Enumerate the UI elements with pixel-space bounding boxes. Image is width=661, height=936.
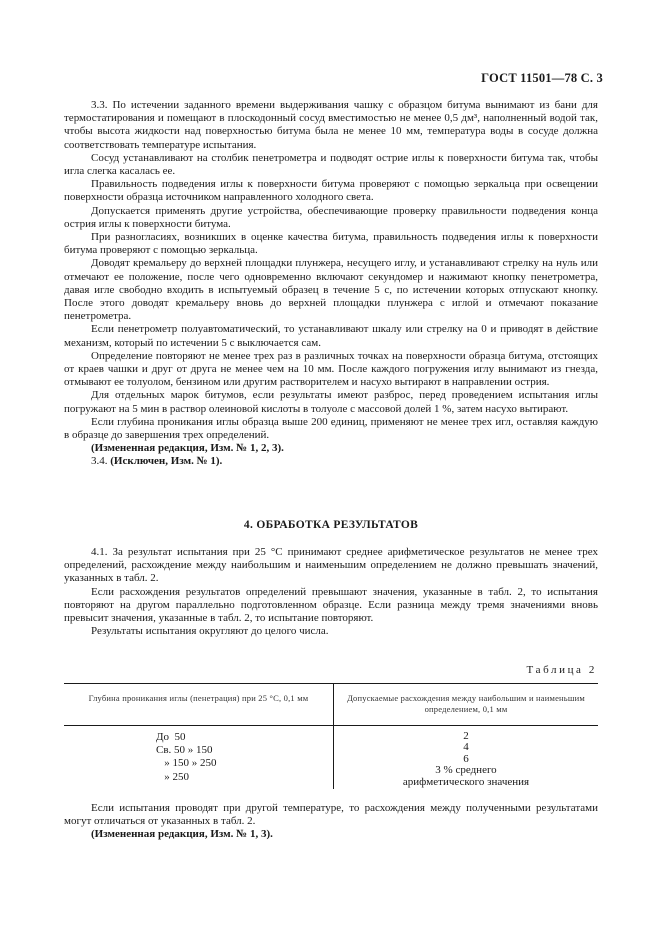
paragraph: Результаты испытания округляют до целого числа. — [91, 625, 329, 638]
table-header-tolerance: Допускаемые расхождения между наибольшим и наименьшим определением, 0,1 мм — [347, 693, 585, 714]
table-cell: » 250 — [156, 770, 189, 783]
table-cell: Св. 50 » 150 — [156, 744, 213, 757]
table-column-penetration — [156, 731, 276, 784]
table-rule-header — [64, 725, 598, 726]
table-header-penetration: Глубина проникания иглы (пенетрация) при 25 °С, 0,1 мм — [88, 693, 309, 703]
table-cell: 3 % среднего арифметического значения — [402, 764, 530, 788]
paragraph-3-3: 3.3. По истечении заданного времени выдерживания чашку с образцом битума вынимают из бани для термостатирования и помещают в плоскодонный сосуд вместимостью не менее 0,5 дм³, наполненный водой так, чтобы высота жидкости над поверхностью битума была не менее 10 мм, температура воды в сосуде должна соответствовать температуре испытания. — [64, 99, 598, 151]
paragraph-4-1: 4.1. За результат испытания при 25 °С принимают среднее арифметическое результатов не менее трех определений, расхождение между наибольшим и наименьшим определением не должно превышать значений, указанных в табл. 2. — [64, 546, 598, 585]
table-caption: Таблица 2 — [526, 664, 597, 676]
section-4-text — [64, 546, 598, 638]
section-3-text — [64, 99, 598, 469]
paragraph: Правильность подведения иглы к поверхности битума проверяют с помощью зеркальца при освещении поверхности образца источником направленного холодного света. — [64, 178, 598, 204]
table-2 — [64, 683, 598, 789]
table-rule-top — [64, 683, 598, 684]
paragraph: Если глубина проникания иглы образца выше 200 единиц, применяют не менее трех игл, оставляя каждую в образце до завершения трех определений. — [64, 415, 598, 442]
table-cell: » 150 » 250 — [156, 757, 217, 770]
table-cell: 6 — [463, 752, 469, 765]
paragraph: Определение повторяют не менее трех раз в различных точках на поверхности образца битума, отстоящих от краев чашки и друг от друга не менее чем на 10 мм. После каждого погружения иглу вынимают из гнезда, отмывают ее толуолом, бензином или другим растворителем и насухо вытирают в направлении острия. — [64, 349, 598, 389]
table-column-tolerance — [334, 731, 598, 788]
paragraph: Для отдельных марок битумов, если результаты имеют разброс, перед проведением испытания иглы погружают на 5 мин в раствор олеиновой кислоты в толуоле с массовой долей 1 %, затем насухо вытирают. — [64, 389, 598, 415]
revision-note: (Измененная редакция, Изм. № 1, 2, 3). — [91, 442, 284, 455]
table-cell: До 50 — [156, 731, 186, 743]
table-cell: 4 — [463, 741, 469, 754]
closing-text — [64, 802, 598, 842]
paragraph: Если расхождения результатов определений превышают значения, указанные в табл. 2, то испытания повторяют на другом параллельно подготовленном образце. Если разница между тремя значениями вновь превысит значения, указанные в табл. 2, то испытание повторяют. — [64, 585, 598, 625]
paragraph: Если пенетрометр полуавтоматический, то устанавливают шкалу или стрелку на 0 и приводят в действие механизм, который по истечении 5 с выключается сам. — [64, 323, 598, 349]
paragraph: Допускается применять другие устройства, обеспечивающие проверку правильности подведения конца острия иглы к поверхности битума. — [64, 204, 598, 230]
item-3-4 — [64, 455, 598, 468]
paragraph: При разногласиях, возникших в оценке качества битума, правильность подведения иглы к поверхности битума проверяют с помощью зеркальца. — [64, 231, 598, 257]
section-4-title: 4. ОБРАБОТКА РЕЗУЛЬТАТОВ — [243, 519, 419, 531]
paragraph: Доводят кремальеру до верхней площадки плунжера, несущего иглу, и устанавливают стрелку на нуль или отмечают ее положение, после чего одновременно включают секундомер и нажимают кнопку пенетрометра, давая игле свободно входить в испытуемый образец в течение 5 с, по истечении которых отпускают кнопку. После этого доводят кремальеру вновь до верхней площадки плунжера с иглой и отмечают показание пенетрометра. — [64, 257, 598, 323]
page-header: ГОСТ 11501—78 С. 3 — [481, 71, 603, 85]
item-3-4-text: (Исключен, Изм. № 1). — [110, 455, 223, 468]
revision-note: (Измененная редакция, Изм. № 1, 3). — [91, 828, 273, 841]
item-3-4-number: 3.4. — [91, 455, 108, 468]
table-cell: 2 — [463, 730, 469, 742]
paragraph: Сосуд устанавливают на столбик пенетрометра и подводят острие иглы к поверхности битума так, чтобы игла слегка касалась ее. — [64, 151, 598, 178]
paragraph: Если испытания проводят при другой температуре, то расхождения между полученными результатами могут отличаться от указанных в табл. 2. — [64, 802, 598, 828]
